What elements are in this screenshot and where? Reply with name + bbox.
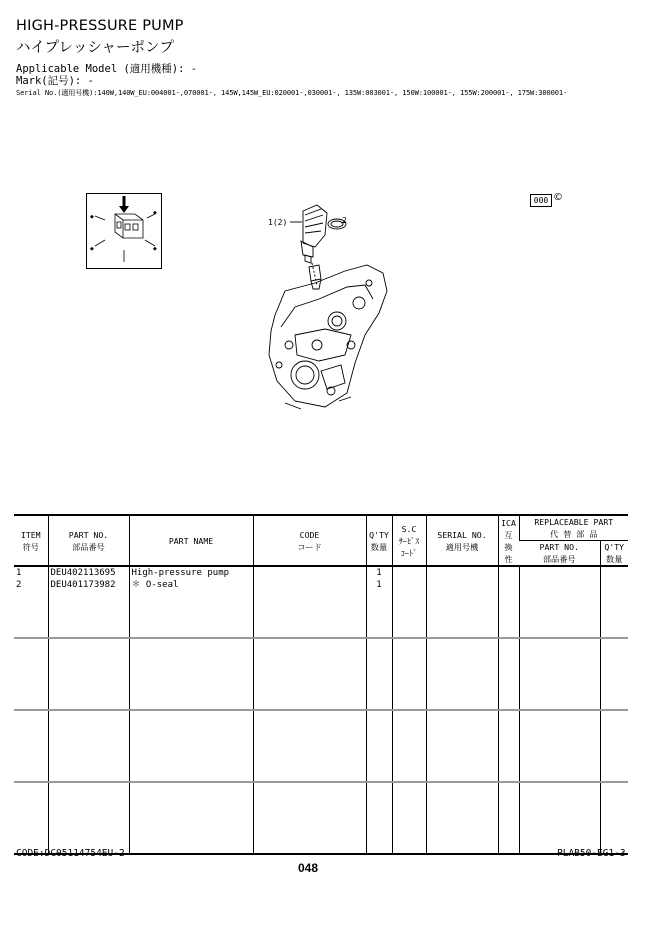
cell-qty: 1 1 [366, 566, 392, 638]
reference-code-box: 000 [530, 194, 552, 207]
header-part-no: PART NO. 部品番号 [48, 515, 129, 566]
page-title: HIGH-PRESSURE PUMP [16, 18, 184, 34]
page-title-jp: ハイプレッシャーポンプ [16, 40, 175, 56]
header-part-name: PART NAME [129, 515, 253, 566]
copyright-icon: © [553, 192, 563, 203]
header-code: CODE コード [253, 515, 366, 566]
cell-ica [498, 566, 519, 638]
svg-text:◆: ◆ [90, 246, 94, 252]
svg-text:◆: ◆ [90, 214, 94, 220]
cell-rp-qty [600, 566, 628, 638]
header-rp-part-no: PART NO. 部品番号 [519, 541, 600, 567]
engine-orientation-icon [87, 194, 161, 268]
table-row [14, 782, 628, 854]
cell-part-name: High-pressure pump ＊ O-seal [129, 566, 253, 638]
header-service-code: S.C ｻｰﾋﾞｽ ｺｰﾄﾞ [392, 515, 426, 566]
table-row [14, 566, 628, 638]
svg-text:◆: ◆ [153, 246, 157, 252]
cell-serial-no [426, 566, 498, 638]
orientation-inset [86, 193, 162, 269]
cell-part-no: DEU402113695 DEU401173982 [48, 566, 129, 638]
table-row [14, 638, 628, 710]
svg-text:◆: ◆ [153, 210, 157, 216]
callout-1: 1(2) [268, 218, 288, 227]
cell-code [253, 566, 366, 638]
page-number: 048 [298, 861, 319, 875]
footer-ref: PLAB50-EG1-3 [557, 848, 626, 859]
header-item: ITEM 符号 [14, 515, 48, 566]
pump-diagram [255, 195, 415, 425]
header-qty: Q'TY 数量 [366, 515, 392, 566]
parts-table [14, 514, 628, 855]
cell-service-code [392, 566, 426, 638]
table-row [14, 710, 628, 782]
applicable-model: Applicable Model (適用機種): - [16, 63, 198, 75]
callout-2: 2 [342, 216, 347, 225]
header-ica: ICA 互 換 性 [498, 515, 519, 566]
footer-code: CODE:DC05114754EU-2 [16, 848, 125, 859]
header-replaceable-part: REPLACEABLE PART 代 替 部 品 [519, 515, 628, 541]
header-serial-no: SERIAL NO. 適用号機 [426, 515, 498, 566]
cell-rp-part-no [519, 566, 600, 638]
serial-numbers: Serial No.(適用号機):140W,140W_EU:004001-,070001-, 145W,145W_EU:020001-,030001-, 135W:003001-, 150W:100001-, 155W:200001-, 175W:300001- [16, 88, 568, 97]
cell-item: 1 2 [16, 568, 22, 590]
header-rp-qty: Q'TY 数量 [600, 541, 628, 567]
mark: Mark(記号): - [16, 75, 94, 87]
